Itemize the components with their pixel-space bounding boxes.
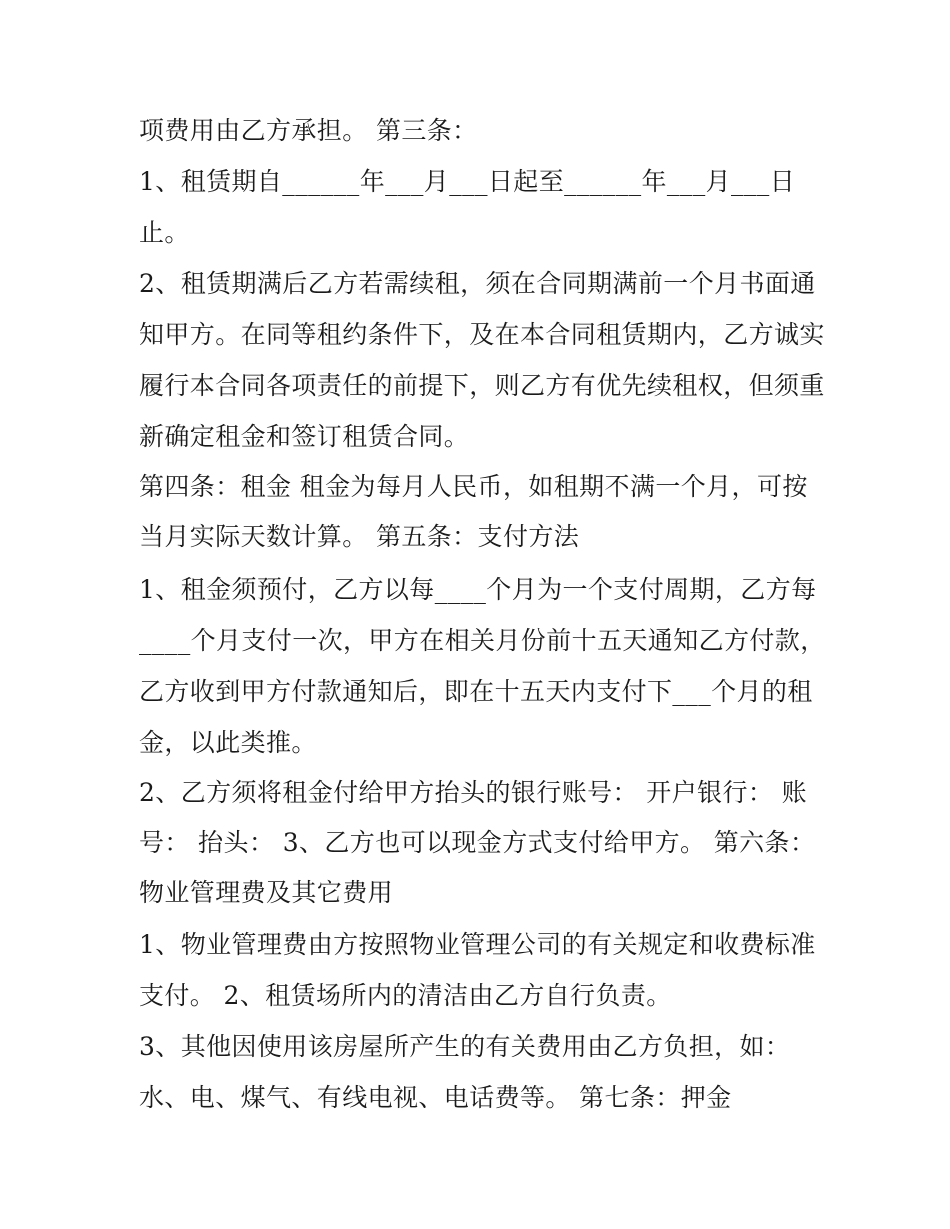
text-line: 履行本合同各项责任的前提下，则乙方有优先续租权，但须重 xyxy=(139,371,825,400)
text-line: 1、物业管理费由方按照物业管理公司的有关规定和收费标准 xyxy=(139,930,816,959)
text-line: ____个月支付一次，甲方在相关月份前十五天通知乙方付款， xyxy=(139,626,826,655)
text-line: 1、租金须预付，乙方以每____个月为一个支付周期，乙方每 xyxy=(139,575,817,604)
text-line: 乙方收到甲方付款通知后，即在十五天内支付下___个月的租 xyxy=(139,677,813,706)
text-line: 新确定租金和签订租赁合同。 xyxy=(139,422,470,451)
text-line: 支付。 2、租赁场所内的清洁由乙方自行负责。 xyxy=(139,981,672,1010)
text-line: 第四条：租金 租金为每月人民币，如租期不满一个月，可按 xyxy=(139,472,808,501)
text-line: 1、租赁期自______年___月___日起至______年___月___日 xyxy=(139,167,796,196)
text-line: 知甲方。在同等租约条件下，及在本合同租赁期内，乙方诚实 xyxy=(139,320,825,349)
text-line: 项费用由乙方承担。 第三条： xyxy=(139,116,478,145)
text-line: 当月实际天数计算。 第五条：支付方法 xyxy=(139,522,580,551)
text-line: 2、乙方须将租金付给甲方抬头的银行账号： 开户银行： 账 xyxy=(139,778,808,807)
text-line: 号： 抬头： 3、乙方也可以现金方式支付给甲方。 第六条： xyxy=(139,828,816,857)
text-line: 止。 xyxy=(139,218,190,247)
text-line: 金，以此类推。 xyxy=(139,728,317,757)
text-line: 2、租赁期满后乙方若需续租，须在合同期满前一个月书面通 xyxy=(139,269,816,298)
text-line: 水、电、煤气、有线电视、电话费等。 第七条：押金 xyxy=(139,1083,732,1112)
text-line: 3、其他因使用该房屋所产生的有关费用由乙方负担，如： xyxy=(139,1032,791,1061)
text-line: 物业管理费及其它费用 xyxy=(139,878,394,907)
